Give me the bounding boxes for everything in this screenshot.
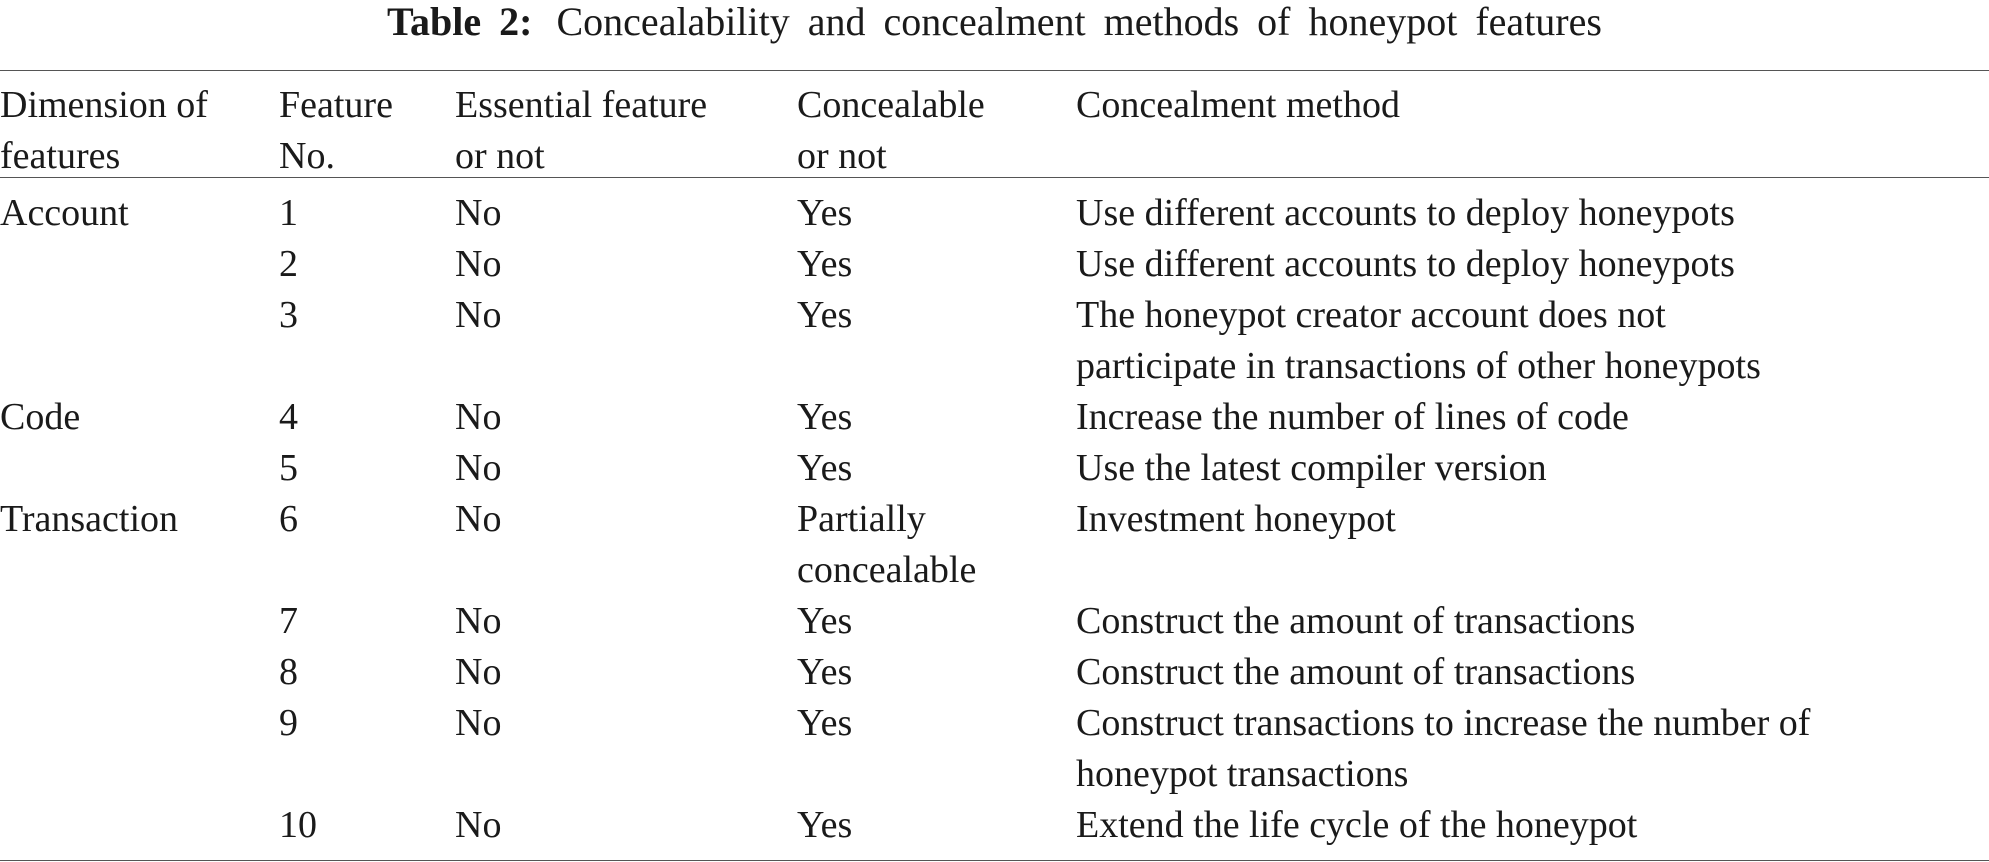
cell-feature-no: 9 — [279, 702, 298, 744]
cell-concealable: Yes — [797, 447, 853, 489]
table-row — [0, 443, 1989, 494]
cell-feature-no: 1 — [279, 192, 298, 234]
cell-dimension — [0, 647, 279, 698]
cell-feature-no: 10 — [279, 804, 317, 846]
cell-feature-no: 3 — [279, 294, 298, 336]
header-concealable: Concealable or not — [797, 84, 985, 177]
cell-essential: No — [455, 804, 502, 846]
cell-essential: No — [455, 447, 502, 489]
table-row — [0, 800, 1989, 851]
cell-method: Use the latest compiler version — [1076, 447, 1547, 489]
cell-concealable: Yes — [797, 651, 853, 693]
table-row — [0, 647, 1989, 698]
cell-method: Construct the amount of transactions — [1076, 600, 1636, 642]
cell-feature-no: 8 — [279, 651, 298, 693]
table-title: Concealability and concealment methods of honeypot features — [556, 0, 1602, 44]
cell-method: Construct the amount of transactions — [1076, 651, 1636, 693]
cell-dimension — [0, 239, 279, 290]
cell-dimension — [0, 596, 279, 647]
table-row — [0, 290, 1989, 392]
cell-method: Increase the number of lines of code — [1076, 396, 1629, 438]
cell-essential: No — [455, 192, 502, 234]
cell-method: The honeypot creator account does not participate in transactions of other honeypots — [1076, 294, 1761, 387]
header-essential: Essential feature or not — [455, 84, 708, 177]
cell-feature-no: 5 — [279, 447, 298, 489]
cell-concealable: Yes — [797, 702, 853, 744]
cell-concealable: Yes — [797, 243, 853, 285]
cell-concealable: Yes — [797, 192, 853, 234]
table-row — [0, 392, 1989, 443]
header-dimension: Dimension of features — [0, 84, 208, 177]
cell-feature-no: 7 — [279, 600, 298, 642]
cell-method: Construct transactions to increase the number of honeypot transactions — [1076, 702, 1811, 795]
cell-essential: No — [455, 243, 502, 285]
cell-dimension — [0, 290, 279, 392]
cell-concealable: Yes — [797, 294, 853, 336]
table-row — [0, 494, 1989, 596]
table-label: Table 2: — [387, 0, 533, 44]
cell-dimension: Code — [0, 396, 81, 438]
cell-dimension — [0, 443, 279, 494]
cell-essential: No — [455, 651, 502, 693]
cell-feature-no: 4 — [279, 396, 298, 438]
cell-dimension: Account — [0, 192, 129, 234]
table-row — [0, 698, 1989, 800]
cell-essential: No — [455, 498, 502, 540]
cell-concealable: Yes — [797, 804, 853, 846]
header-method: Concealment method — [1076, 84, 1400, 126]
cell-essential: No — [455, 600, 502, 642]
cell-concealable: Partially concealable — [797, 498, 977, 591]
cell-dimension — [0, 800, 279, 851]
header-feature-no: Feature No. — [279, 84, 393, 177]
cell-method: Investment honeypot — [1076, 498, 1396, 540]
table-row — [0, 188, 1989, 239]
cell-dimension: Transaction — [0, 498, 179, 540]
cell-essential: No — [455, 396, 502, 438]
cell-dimension — [0, 698, 279, 800]
cell-method: Extend the life cycle of the honeypot — [1076, 804, 1638, 846]
cell-concealable: Yes — [797, 396, 853, 438]
bottom-rule — [0, 860, 1989, 861]
table-row — [0, 596, 1989, 647]
cell-essential: No — [455, 702, 502, 744]
top-rule — [0, 70, 1989, 71]
cell-method: Use different accounts to deploy honeypots — [1076, 192, 1735, 234]
cell-concealable: Yes — [797, 600, 853, 642]
cell-method: Use different accounts to deploy honeypots — [1076, 243, 1735, 285]
cell-feature-no: 6 — [279, 498, 298, 540]
table-caption — [0, 0, 1989, 44]
cell-essential: No — [455, 294, 502, 336]
cell-feature-no: 2 — [279, 243, 298, 285]
table-row — [0, 239, 1989, 290]
